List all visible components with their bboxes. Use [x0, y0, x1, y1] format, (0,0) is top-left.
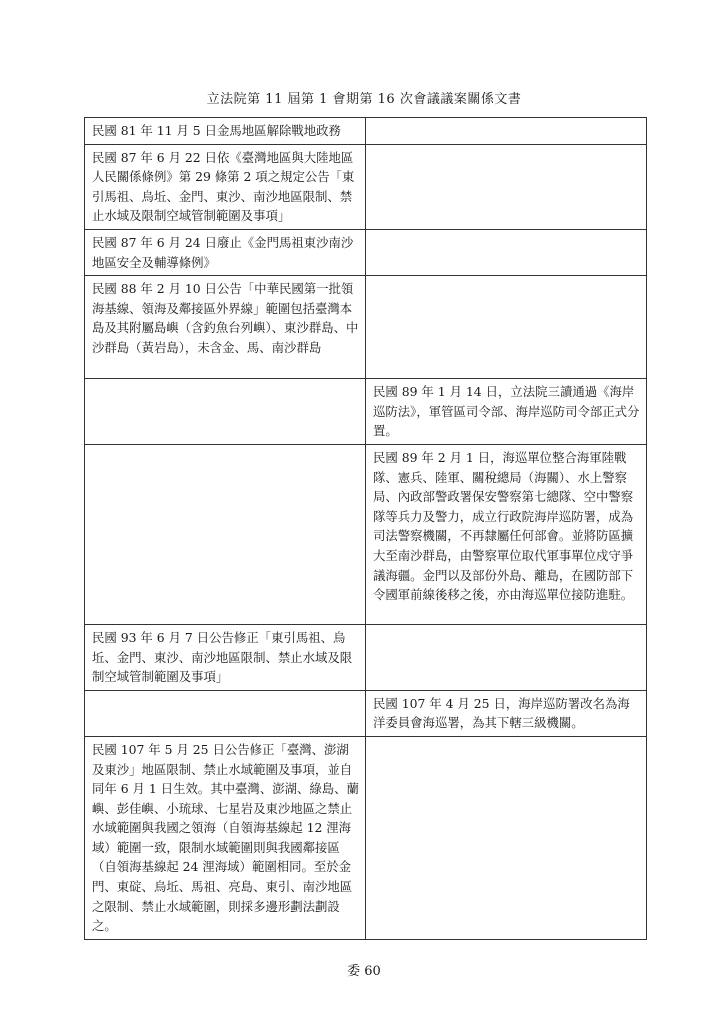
table-cell-left: 民國 87 年 6 月 22 日依《臺灣地區與大陸地區人民關係條例》第 29 條第 2 項之規定公告「東引馬祖、烏坵、金門、東沙、南沙地區限制、禁止水域及限制空域管制範圍及事項」 — [85, 144, 366, 229]
table-row — [85, 444, 647, 624]
table-row — [85, 118, 647, 145]
table-row — [85, 624, 647, 690]
timeline-table — [84, 117, 647, 940]
table-row — [85, 736, 647, 939]
document-header: 立法院第 11 屆第 1 會期第 16 次會議議案關係文書 — [206, 92, 522, 107]
table-cell-right — [366, 624, 647, 690]
table-cell-left — [85, 379, 366, 445]
table-cell-right — [366, 276, 647, 379]
table-cell-right: 民國 107 年 4 月 25 日，海岸巡防署改名為海洋委員會海巡署，為其下轄三級機關。 — [366, 690, 647, 736]
table-row — [85, 276, 647, 379]
table-cell-left: 民國 87 年 6 月 24 日廢止《金門馬祖東沙南沙地區安全及輔導條例》 — [85, 229, 366, 275]
table-cell-left — [85, 690, 366, 736]
table-cell-right — [366, 736, 647, 939]
table-cell-right — [366, 229, 647, 275]
table-row — [85, 229, 647, 275]
table-row — [85, 379, 647, 445]
page-number: 委 60 — [347, 964, 381, 979]
table-row — [85, 690, 647, 736]
table-cell-left: 民國 107 年 5 月 25 日公告修正「臺灣、澎湖及東沙」地區限制、禁止水域範圍及事項，並自同年 6 月 1 日生效。其中臺灣、澎湖、綠島、蘭嶼、彭佳嶼、小琉球、七星岩及東沙地區之禁止水域範圍與我國之領海（自領海基線起 12 浬海域）範圍一致，限制水域範圍則與我國鄰接區（自領海基線起 24 浬海域）範圍相同。至於金門、東碇、烏坵、馬祖、亮島、東引、南沙地區之限制、禁止水域範圍，則採多邊形劃法劃設之。 — [85, 736, 366, 939]
table-cell-right — [366, 144, 647, 229]
table-cell-right — [366, 118, 647, 145]
table-cell-left: 民國 88 年 2 月 10 日公告「中華民國第一批領海基線、領海及鄰接區外界線」範圍包括臺灣本島及其附屬島嶼（含釣魚台列嶼）、東沙群島、中沙群島（黃岩島），未含金、馬、南沙群島 — [85, 276, 366, 379]
table-cell-left: 民國 93 年 6 月 7 日公告修正「東引馬祖、烏坵、金門、東沙、南沙地區限制、禁止水域及限制空域管制範圍及事項」 — [85, 624, 366, 690]
table-cell-left — [85, 444, 366, 624]
table-cell-right: 民國 89 年 2 月 1 日，海巡單位整合海軍陸戰隊、憲兵、陸軍、關稅總局（海關）、水上警察局、內政部警政署保安警察第七總隊、空中警察隊等兵力及警力，成立行政院海岸巡防署，成為司法警察機關，不再隸屬任何部會。並將防區擴大至南沙群島，由警察單位取代軍事單位戍守爭議海疆。金門以及部份外島、離島，在國防部下令國軍前線後移之後，亦由海巡單位接防進駐。 — [366, 444, 647, 624]
table-cell-right: 民國 89 年 1 月 14 日，立法院三讀通過《海岸巡防法》，軍管區司令部、海岸巡防司令部正式分置。 — [366, 379, 647, 445]
table-row — [85, 144, 647, 229]
table-cell-left: 民國 81 年 11 月 5 日金馬地區解除戰地政務 — [85, 118, 366, 145]
